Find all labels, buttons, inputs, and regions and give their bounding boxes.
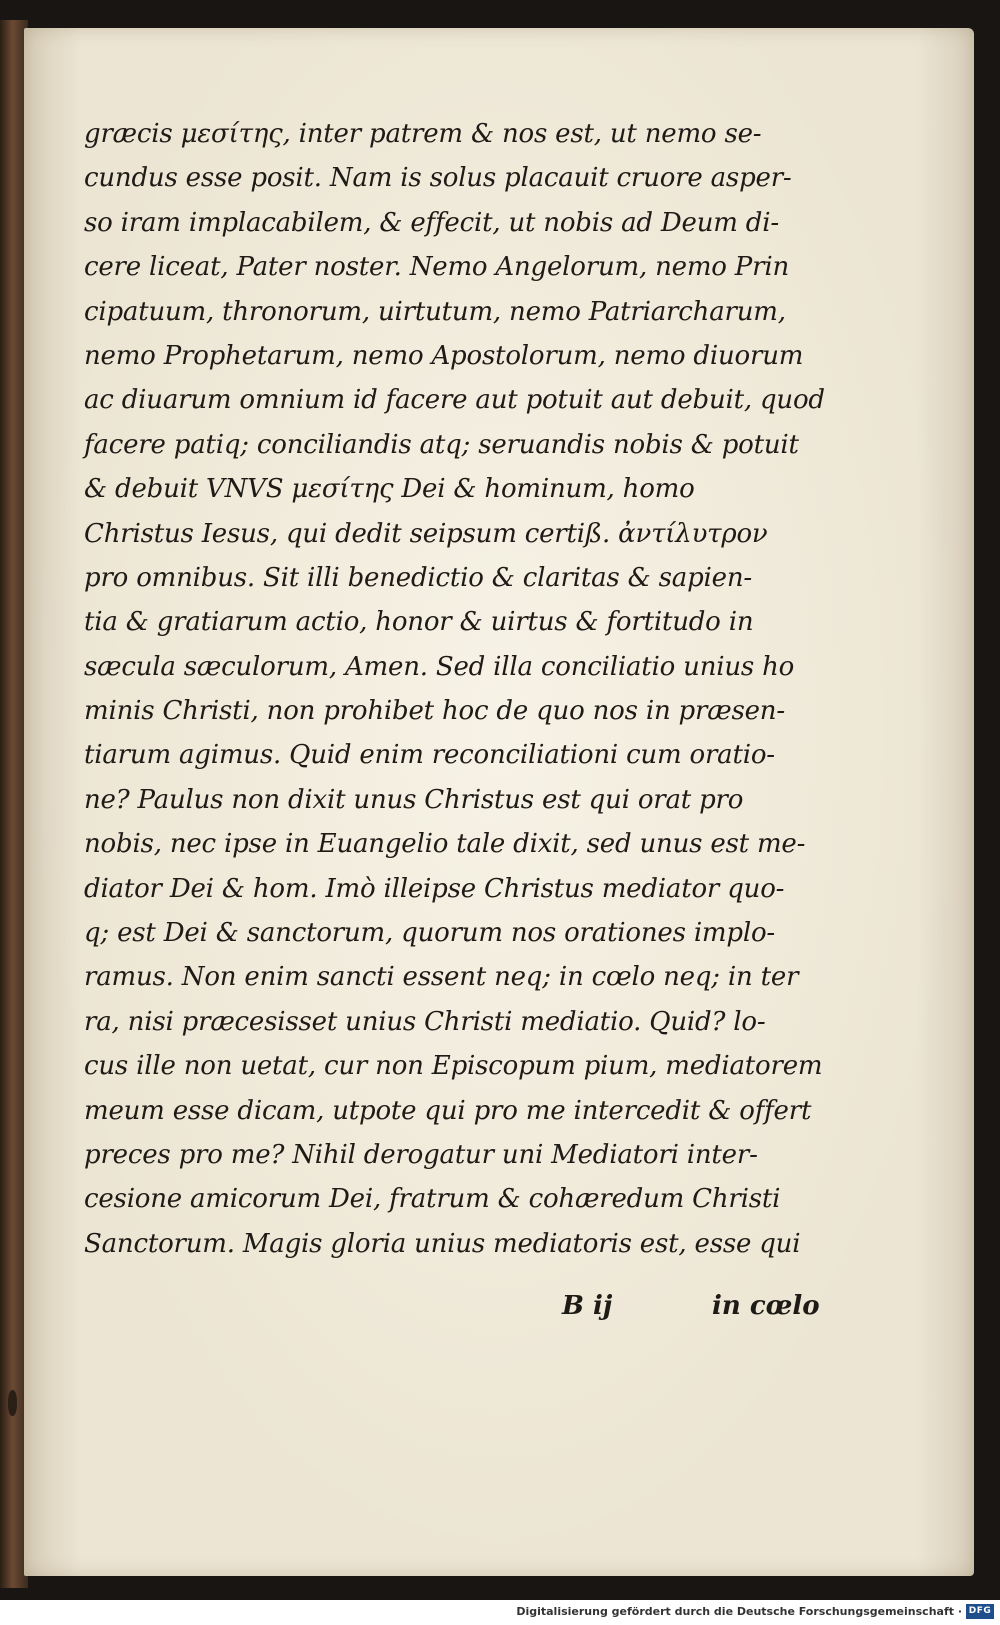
text-line: pro omnibus. Sit illi benedictio & claritas & sapien- (84, 562, 752, 593)
text-line: ra, nisi præcesisset unius Christi mediatio. Quid? lo- (84, 1006, 766, 1037)
text-line: & debuit VNVS μεσίτης Dei & hominum, homo (84, 474, 695, 505)
text-line: cus ille non uetat, cur non Episcopum pium, mediatorem (84, 1051, 823, 1082)
ink-spot (8, 1390, 17, 1416)
text-line: so iram implacabilem, & effecit, ut nobis ad Deum di- (84, 207, 779, 238)
text-line: cesione amicorum Dei, fratrum & cohæredum Christi (84, 1184, 781, 1215)
text-line: sæcula sæculorum, Amen. Sed illa conciliatio unius ho (84, 651, 795, 682)
text-line: Christus Iesus, qui dedit seipsum certiß. ἀντίλυτρον (84, 518, 768, 549)
text-line: preces pro me? Nihil derogatur uni Mediatori inter- (84, 1139, 758, 1170)
text-line: cipatuum, thronorum, uirtutum, nemo Patriarcharum, (84, 296, 786, 327)
text-line: meum esse dicam, utpote qui pro me intercedit & offert (84, 1095, 812, 1126)
text-line: Sanctorum. Magis gloria unius mediatoris est, esse qui (84, 1228, 801, 1259)
text-line: cere liceat, Pater noster. Nemo Angelorum, nemo Prin (84, 252, 789, 283)
text-line: græcis μεσίτης, inter patrem & nos est, ut nemo se- (84, 119, 762, 149)
signature-mark: B ij (562, 1291, 613, 1321)
text-line: ne? Paulus non dixit unus Christus est qui orat pro (84, 784, 744, 815)
text-line: nobis, nec ipse in Euangelio tale dixit, sed unus est me- (84, 829, 806, 860)
catchword: in cœlo (712, 1291, 820, 1321)
text-line: ac diuarum omnium id facere aut potuit aut debuit, quod (84, 385, 825, 416)
text-line: cundus esse posit. Nam is solus placauit cruore asper- (84, 163, 792, 194)
funding-credit: Digitalisierung gefördert durch die Deutsche Forschungsgemeinschaft · (516, 1605, 962, 1618)
text-line: tiarum agimus. Quid enim reconciliationi cum oratio- (84, 740, 775, 771)
text-line: diator Dei & hom. Imò illeipse Christus mediator quo- (84, 873, 785, 904)
digitization-footer (0, 1600, 1000, 1625)
text-line: q; est Dei & sanctorum, quorum nos orationes implo- (84, 918, 775, 949)
text-line: facere patiq; conciliandis atq; seruandis nobis & potuit (84, 429, 799, 460)
text-line: tia & gratiarum actio, honor & uirtus & fortitudo in (84, 607, 754, 638)
dfg-logo: DFG (966, 1604, 994, 1619)
text-line: minis Christi, non prohibet hoc de quo nos in præsen- (84, 696, 785, 727)
text-line: ramus. Non enim sancti essent neq; in cœlo neq; in ter (84, 962, 799, 993)
page-footer-line (0, 1286, 1000, 1326)
page-text (84, 112, 830, 1266)
text-line: nemo Prophetarum, nemo Apostolorum, nemo diuorum (84, 340, 804, 371)
